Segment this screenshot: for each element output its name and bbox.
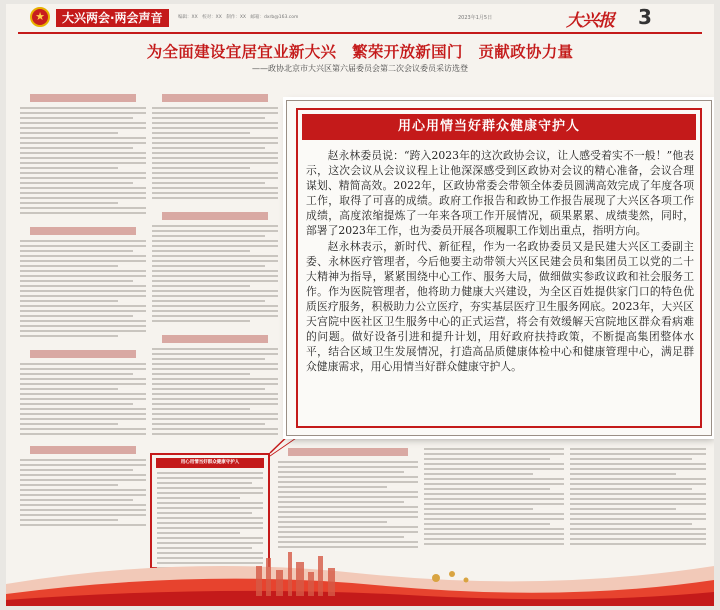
- featured-article-body: [298, 140, 700, 374]
- section-tag: 大兴两会·两会声音: [56, 9, 169, 27]
- page-headline: 为全面建设宜居宜业新大兴 繁荣开放新国门 贡献政协力量: [146, 43, 574, 61]
- skyline-decoration: [6, 544, 714, 606]
- bottom-column-1: [278, 448, 418, 551]
- bottom-column-2: [424, 448, 564, 548]
- article-heading: [30, 227, 136, 235]
- article-paragraph-1: 赵永林委员说：“跨入2023年的这次政协会议，让人感受着实不一般！”他表示，这次会议从会议议程上让他深深感受到区政协对会议的精心准备，会议合理谋划、精简高效。2022年，区政协常委会带领全体委员圆满高效完成了年度各项工作，取得了可喜的成绩。政府工作报告和政协工作报告展现了大兴区各项工作成绩，高度浓缩提炼了一年来各项工作开展情况，硕果累累、成绩斐然，同时，部署了2023年工作，也为委员开展各项履职工作划出重点，指明方向。: [306, 149, 694, 238]
- article-paragraph-2: 赵永林表示，新时代、新征程，作为一名政协委员又是民建大兴区工委副主委、永林医疗管理者，今后他要主动带领大兴区民建会员和集团员工以党的二十大精神为指导，紧紧围绕中心工作、服务大局，做细做实参政议政和社会服务工作。作为医院管理者，他将助力健康大兴建设，为全区百姓提供家门口的特色优质医疗服务，积极助力公立医疗，夯实基层医疗卫生服务网底。2023年，大兴区天宫院中医社区卫生服务中心的正式运营，将会有效缓解天宫院地区群众看病难的问题。做好设备引进和提升计划，用好政府扶持政策，不断提高集团整体水平，结合区域卫生发展情况，打造高品质健康体检中心和健康管理中心，满足群众健康需求，用心用情当好群众健康守护人。: [306, 239, 694, 374]
- article-heading: [162, 94, 268, 102]
- middle-column: [152, 94, 278, 438]
- featured-article: [296, 108, 702, 428]
- page-number: 3: [638, 5, 652, 29]
- article-heading: [162, 335, 268, 343]
- article-heading: [30, 446, 136, 454]
- header-date: 2023年1月5日: [458, 15, 493, 21]
- party-emblem-icon: ★: [30, 7, 50, 27]
- masthead: [6, 4, 714, 34]
- article-heading: [162, 212, 268, 220]
- zoomed-article-callout: [286, 100, 712, 436]
- newspaper-page: [6, 4, 714, 606]
- highlighted-article-title: 用心用情当好群众健康守护人: [156, 458, 264, 468]
- header-meta: 编辑：XX 校对：XX 制作：XX 邮箱：dxrb@163.com: [178, 15, 299, 20]
- article-heading: [30, 94, 136, 102]
- page-subheadline: ——政协北京市大兴区第六届委员会第二次会议委员采访选登: [252, 64, 468, 73]
- article-heading: [30, 350, 136, 358]
- newspaper-brand: 大兴报: [566, 11, 614, 31]
- left-column: [20, 94, 146, 529]
- article-heading: [288, 448, 408, 456]
- masthead-rule: [18, 32, 702, 34]
- featured-article-title: 用心用情当好群众健康守护人: [302, 114, 696, 140]
- bottom-column-3: [570, 448, 706, 548]
